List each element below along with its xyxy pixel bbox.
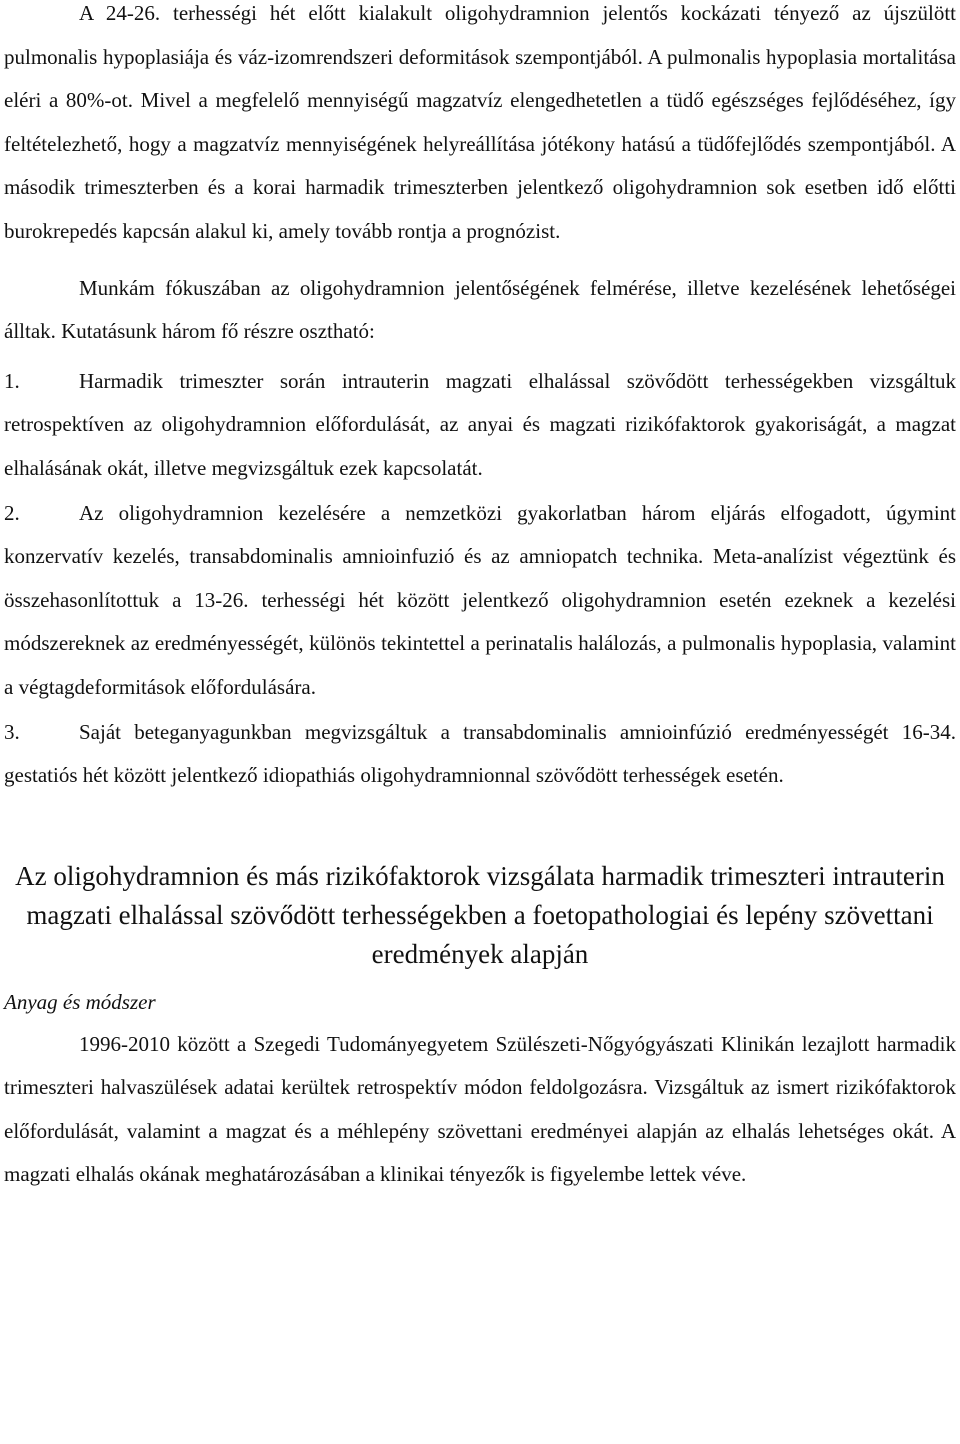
list-item-1 (4, 360, 956, 491)
list-item-2 (4, 492, 956, 710)
research-parts-list (4, 360, 956, 798)
list-item-text: Harmadik trimeszter során intrauterin magzati elhalással szövődött terhességekben vizsgáltuk retrospektíven az oligohydramnion előfordulását, az anyai és magzati rizikófaktorok gyakoriságát, a magzat elhalásának okát, illetve megvizsgáltuk ezek kapcsolatát. (4, 368, 956, 480)
list-item-3 (4, 711, 956, 798)
methods-paragraph: 1996-2010 között a Szegedi Tudományegyetem Szülészeti-Nőgyógyászati Klinikán lezajlott harmadik trimeszteri halvaszülések adatai kerültek retrospektív módon feldolgozásra. Vizsgáltuk az ismert rizikófaktorok előfordulását, valamint a magzat és a méhlepény szövettani eredményei alapján az elhalás lehetséges okát. A magzati elhalás okának meghatározásában a klinikai tényezők is figyelembe lettek véve. (4, 1031, 956, 1187)
intro-paragraph-1: A 24-26. terhességi hét előtt kialakult oligohydramnion jelentős kockázati tényező az újszülött pulmonalis hypoplasiája és váz-izomrendszeri deformitások szempontjából. A pulmonalis hypoplasia mortalitása eléri a 80%-ot. Mivel a megfelelő mennyiségű magzatvíz elengedhetetlen a tüdő egészséges fejlődéséhez, így feltételezhető, hogy a magzatvíz mennyiségének helyreállítása jótékony hatású a tüdőfejlődés szempontjából. A második trimeszterben és a korai harmadik trimeszterben jelentkező oligohydramnion sok esetben idő előtti burokrepedés kapcsán alakul ki, amely tovább rontja a prognózist. (4, 1, 956, 243)
list-item-number: 3. (4, 719, 20, 744)
list-item-number: 1. (4, 368, 20, 393)
section-subheading: Anyag és módszer (4, 989, 156, 1014)
list-item-text: Az oligohydramnion kezelésére a nemzetközi gyakorlatban három eljárás elfogadott, úgymint konzervatív kezelés, transabdominalis amnioinfuzió és az amniopatch technika. Meta-analízist végeztünk és összehasonlítottuk a 13-26. terhességi hét között jelentkező oligohydramnion esetén ezeknek a kezelési módszereknek az eredményességét, különös tekintettel a perinatalis halálozás, a pulmonalis hypoplasia, valamint a végtagdeformitások előfordulására. (4, 500, 956, 699)
intro-paragraph-2: Munkám fókuszában az oligohydramnion jelentőségének felmérése, illetve kezelésének lehetőségei álltak. Kutatásunk három fő részre osztható: (4, 275, 956, 344)
section-title: Az oligohydramnion és más rizikófaktorok vizsgálata harmadik trimeszteri intrauterin magzati elhalással szövődött terhességekben a foetopathologiai és lepény szövettani eredmények alapján (15, 860, 945, 969)
list-item-number: 2. (4, 500, 20, 525)
list-item-text: Saját beteganyagunkban megvizsgáltuk a transabdominalis amnioinfúzió eredményességét 16-34. gestatiós hét között jelentkező idiopathiás oligohydramnionnal szövődött terhességek esetén. (4, 719, 956, 788)
